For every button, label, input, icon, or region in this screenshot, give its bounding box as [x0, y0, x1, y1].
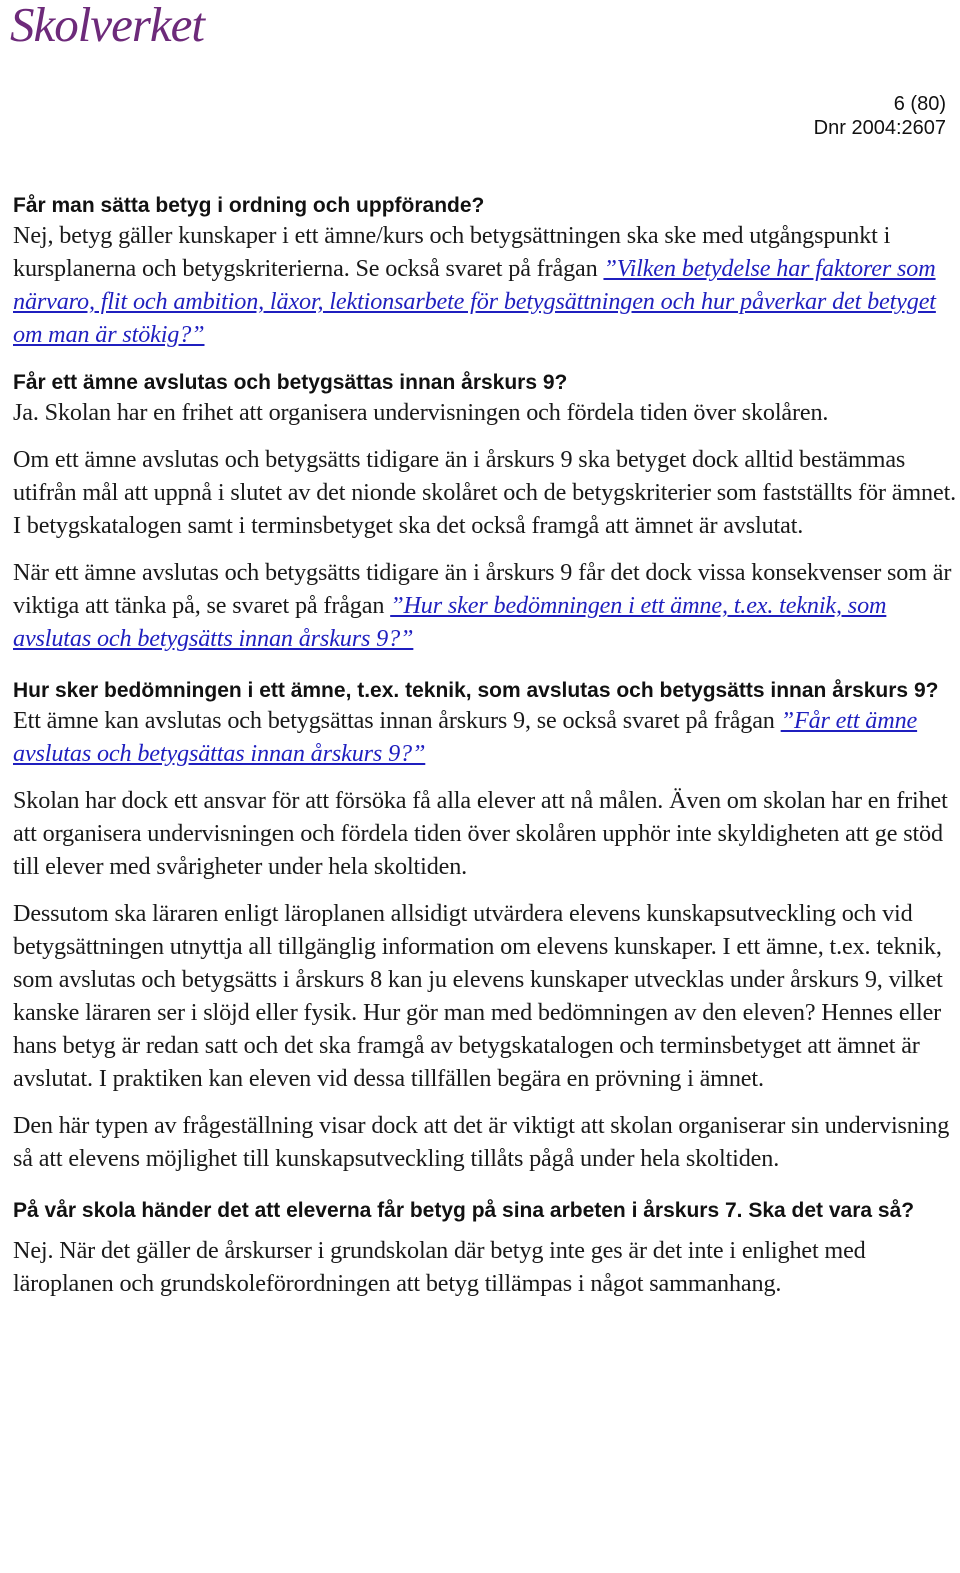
answer-paragraph — [13, 704, 957, 770]
answer-paragraph: Nej. När det gäller de årskurser i grundskolan där betyg inte ges är det inte i enlighet med läroplanen och grundskoleförordningen att betyg tillämpas i något sammanhang. — [13, 1237, 866, 1297]
question-heading: Hur sker bedömningen i ett ämne, t.ex. teknik, som avslutas och betygsätts innan årskurs 9? — [13, 679, 939, 702]
answer-paragraph: Den här typen av frågeställning visar dock att det är viktigt att skolan organiserar sin undervisning så att elevens möjlighet till kunskapsutveckling tillåts pågå under hela skoltiden. — [13, 1112, 950, 1172]
question-heading: Får ett ämne avslutas och betygsättas innan årskurs 9? — [13, 371, 568, 394]
document-number: Dnr 2004:2607 — [813, 117, 946, 139]
answer-paragraph: Dessutom ska läraren enligt läroplanen allsidigt utvärdera elevens kunskapsutveckling och vid betygsättningen utnyttja all tillgänglig information om elevens kunskaper. I ett ämne, t.ex. teknik, som avslutas och betygsätts i årskurs 8 kan ju elevens kunskaper utvecklas under årskurs 9, vilket kanske läraren ser i slöjd eller fysik. Hur gör man med bedömningen av den eleven? Hennes eller hans betyg är redan satt och det ska framgå av betygskatalogen och terminsbetyget att ämnet är avslutat. I praktiken kan eleven vid dessa tillfällen begära en prövning i ämnet. — [13, 900, 943, 1092]
page-info — [814, 92, 946, 140]
answer-paragraph: Om ett ämne avslutas och betygsätts tidigare än i årskurs 9 ska betyget dock alltid bestämmas utifrån mål att uppnå i slutet av det nionde skolåret och de betygskriterier som fastställts för ämnet. I betygskatalogen samt i terminsbetyget ska det också framgå att ämnet är avslutat. — [13, 446, 957, 539]
question-link[interactable]: ”Får ett ämne avslutas och betygsättas innan årskurs 9?” — [13, 707, 918, 767]
answer-paragraph — [13, 556, 957, 655]
question-heading: På vår skola händer det att eleverna får betyg på sina arbeten i årskurs 7. Ska det vara så? — [13, 1199, 915, 1222]
question-link[interactable]: ”Vilken betydelse har faktorer som närvaro, flit och ambition, läxor, lektionsarbete för betygsättningen och hur påverkar det betyget om man är stökig?” — [13, 255, 936, 348]
answer-text: Ett ämne kan avslutas och betygsättas innan årskurs 9, se också svaret på frågan — [13, 707, 781, 734]
answer-paragraph — [13, 219, 957, 351]
document-body — [13, 192, 957, 1300]
answer-paragraph: Skolan har dock ett ansvar för att försöka få alla elever att nå målen. Även om skolan har en frihet att organisera undervisningen och fördela tiden över skolåren upphör inte skyldigheten att ge stöd till elever med svårigheter under hela skoltiden. — [13, 787, 948, 880]
answer-paragraph: Ja. Skolan har en frihet att organisera undervisningen och fördela tiden över skolåren. — [13, 399, 829, 426]
page-number: 6 (80) — [893, 93, 946, 115]
answer-text: När ett ämne avslutas och betygsätts tidigare än i årskurs 9 får det dock vissa konsekvenser som är viktiga att tänka på, se svaret på frågan — [13, 559, 952, 619]
question-link[interactable]: ”Hur sker bedömningen i ett ämne, t.ex. teknik, som avslutas och betygsätts innan årskurs 9?” — [13, 592, 887, 652]
question-heading: Får man sätta betyg i ordning och uppförande? — [13, 194, 485, 217]
answer-text: Nej, betyg gäller kunskaper i ett ämne/kurs och betygsättningen ska ske med utgångspunkt i kursplanerna och betygskriterierna. Se också svaret på frågan — [13, 222, 891, 282]
skolverket-logo: Skolverket — [10, 0, 205, 52]
